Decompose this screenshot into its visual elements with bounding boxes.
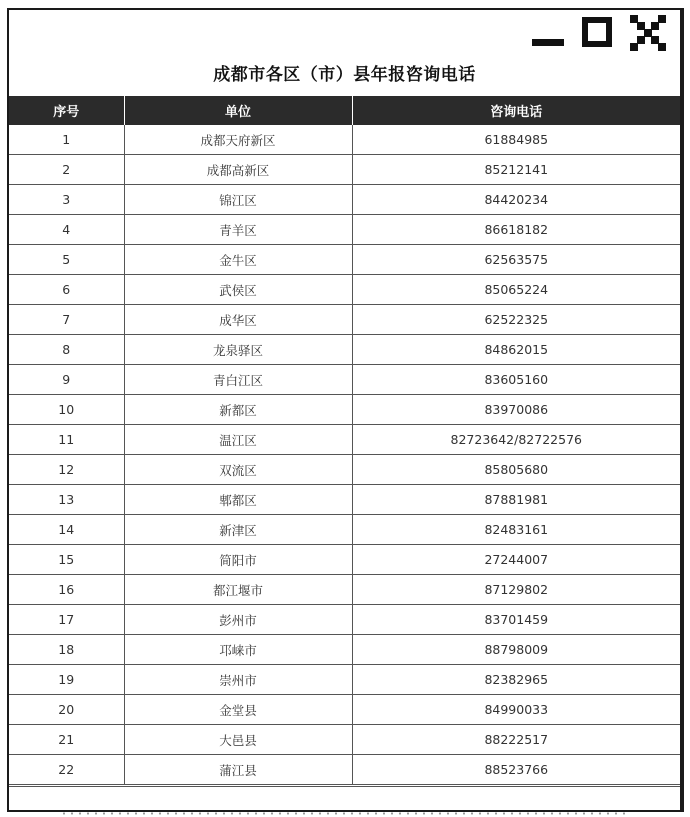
window-controls <box>532 15 672 51</box>
table-row <box>9 575 680 605</box>
row-index: 11 <box>9 425 124 455</box>
row-index: 17 <box>9 605 124 635</box>
table-row <box>9 305 680 335</box>
row-phone: 88222517 <box>352 725 680 755</box>
row-phone: 88523766 <box>352 755 680 785</box>
table-row <box>9 755 680 785</box>
table-row <box>9 275 680 305</box>
row-phone: 27244007 <box>352 545 680 575</box>
table-row <box>9 335 680 365</box>
table-row <box>9 605 680 635</box>
table-row <box>9 215 680 245</box>
row-phone: 83970086 <box>352 395 680 425</box>
row-index: 9 <box>9 365 124 395</box>
table-footer-line <box>9 786 680 788</box>
table-row <box>9 425 680 455</box>
row-phone: 87129802 <box>352 575 680 605</box>
row-unit: 成华区 <box>124 305 352 335</box>
row-phone: 87881981 <box>352 485 680 515</box>
row-unit: 双流区 <box>124 455 352 485</box>
table-row <box>9 395 680 425</box>
row-unit: 都江堰市 <box>124 575 352 605</box>
column-header-phone: 咨询电话 <box>352 96 680 125</box>
decorative-dots <box>60 812 630 815</box>
row-index: 13 <box>9 485 124 515</box>
row-unit: 大邑县 <box>124 725 352 755</box>
row-index: 20 <box>9 695 124 725</box>
column-header-index: 序号 <box>9 96 124 125</box>
row-index: 5 <box>9 245 124 275</box>
row-unit: 温江区 <box>124 425 352 455</box>
maximize-icon <box>582 17 612 47</box>
row-index: 22 <box>9 755 124 785</box>
row-phone: 83701459 <box>352 605 680 635</box>
column-header-unit: 单位 <box>124 96 352 125</box>
table-row <box>9 125 680 155</box>
table-row <box>9 485 680 515</box>
table-row <box>9 545 680 575</box>
row-unit: 简阳市 <box>124 545 352 575</box>
row-phone: 85805680 <box>352 455 680 485</box>
row-phone: 85212141 <box>352 155 680 185</box>
row-unit: 锦江区 <box>124 185 352 215</box>
table-row <box>9 725 680 755</box>
hotline-table <box>9 96 680 785</box>
row-index: 8 <box>9 335 124 365</box>
table-row <box>9 665 680 695</box>
row-unit: 青羊区 <box>124 215 352 245</box>
row-index: 15 <box>9 545 124 575</box>
row-phone: 62522325 <box>352 305 680 335</box>
table-row <box>9 515 680 545</box>
row-index: 7 <box>9 305 124 335</box>
table-row <box>9 635 680 665</box>
row-index: 2 <box>9 155 124 185</box>
row-phone: 84420234 <box>352 185 680 215</box>
table-row <box>9 245 680 275</box>
row-phone: 83605160 <box>352 365 680 395</box>
minimize-icon <box>532 39 564 46</box>
row-phone: 82723642/82722576 <box>352 425 680 455</box>
row-index: 21 <box>9 725 124 755</box>
row-unit: 金堂县 <box>124 695 352 725</box>
row-index: 10 <box>9 395 124 425</box>
row-index: 6 <box>9 275 124 305</box>
table-header-row <box>9 96 680 125</box>
row-index: 18 <box>9 635 124 665</box>
row-index: 12 <box>9 455 124 485</box>
row-unit: 金牛区 <box>124 245 352 275</box>
table-row <box>9 185 680 215</box>
row-index: 19 <box>9 665 124 695</box>
row-index: 16 <box>9 575 124 605</box>
row-unit: 邛崃市 <box>124 635 352 665</box>
row-index: 4 <box>9 215 124 245</box>
row-unit: 郫都区 <box>124 485 352 515</box>
row-unit: 新都区 <box>124 395 352 425</box>
table-row <box>9 155 680 185</box>
row-unit: 龙泉驿区 <box>124 335 352 365</box>
row-phone: 84990033 <box>352 695 680 725</box>
document-frame <box>7 8 684 812</box>
row-phone: 61884985 <box>352 125 680 155</box>
row-phone: 85065224 <box>352 275 680 305</box>
row-unit: 青白江区 <box>124 365 352 395</box>
row-index: 1 <box>9 125 124 155</box>
row-phone: 86618182 <box>352 215 680 245</box>
row-unit: 成都天府新区 <box>124 125 352 155</box>
row-unit: 蒲江县 <box>124 755 352 785</box>
page-title: 成都市各区（市）县年报咨询电话 <box>213 65 476 85</box>
close-icon <box>630 15 666 51</box>
row-unit: 新津区 <box>124 515 352 545</box>
row-phone: 84862015 <box>352 335 680 365</box>
table-row <box>9 695 680 725</box>
row-phone: 62563575 <box>352 245 680 275</box>
row-unit: 崇州市 <box>124 665 352 695</box>
row-phone: 88798009 <box>352 635 680 665</box>
row-unit: 成都高新区 <box>124 155 352 185</box>
table-row <box>9 455 680 485</box>
row-phone: 82382965 <box>352 665 680 695</box>
row-index: 14 <box>9 515 124 545</box>
row-index: 3 <box>9 185 124 215</box>
row-unit: 彭州市 <box>124 605 352 635</box>
row-phone: 82483161 <box>352 515 680 545</box>
row-unit: 武侯区 <box>124 275 352 305</box>
table-row <box>9 365 680 395</box>
